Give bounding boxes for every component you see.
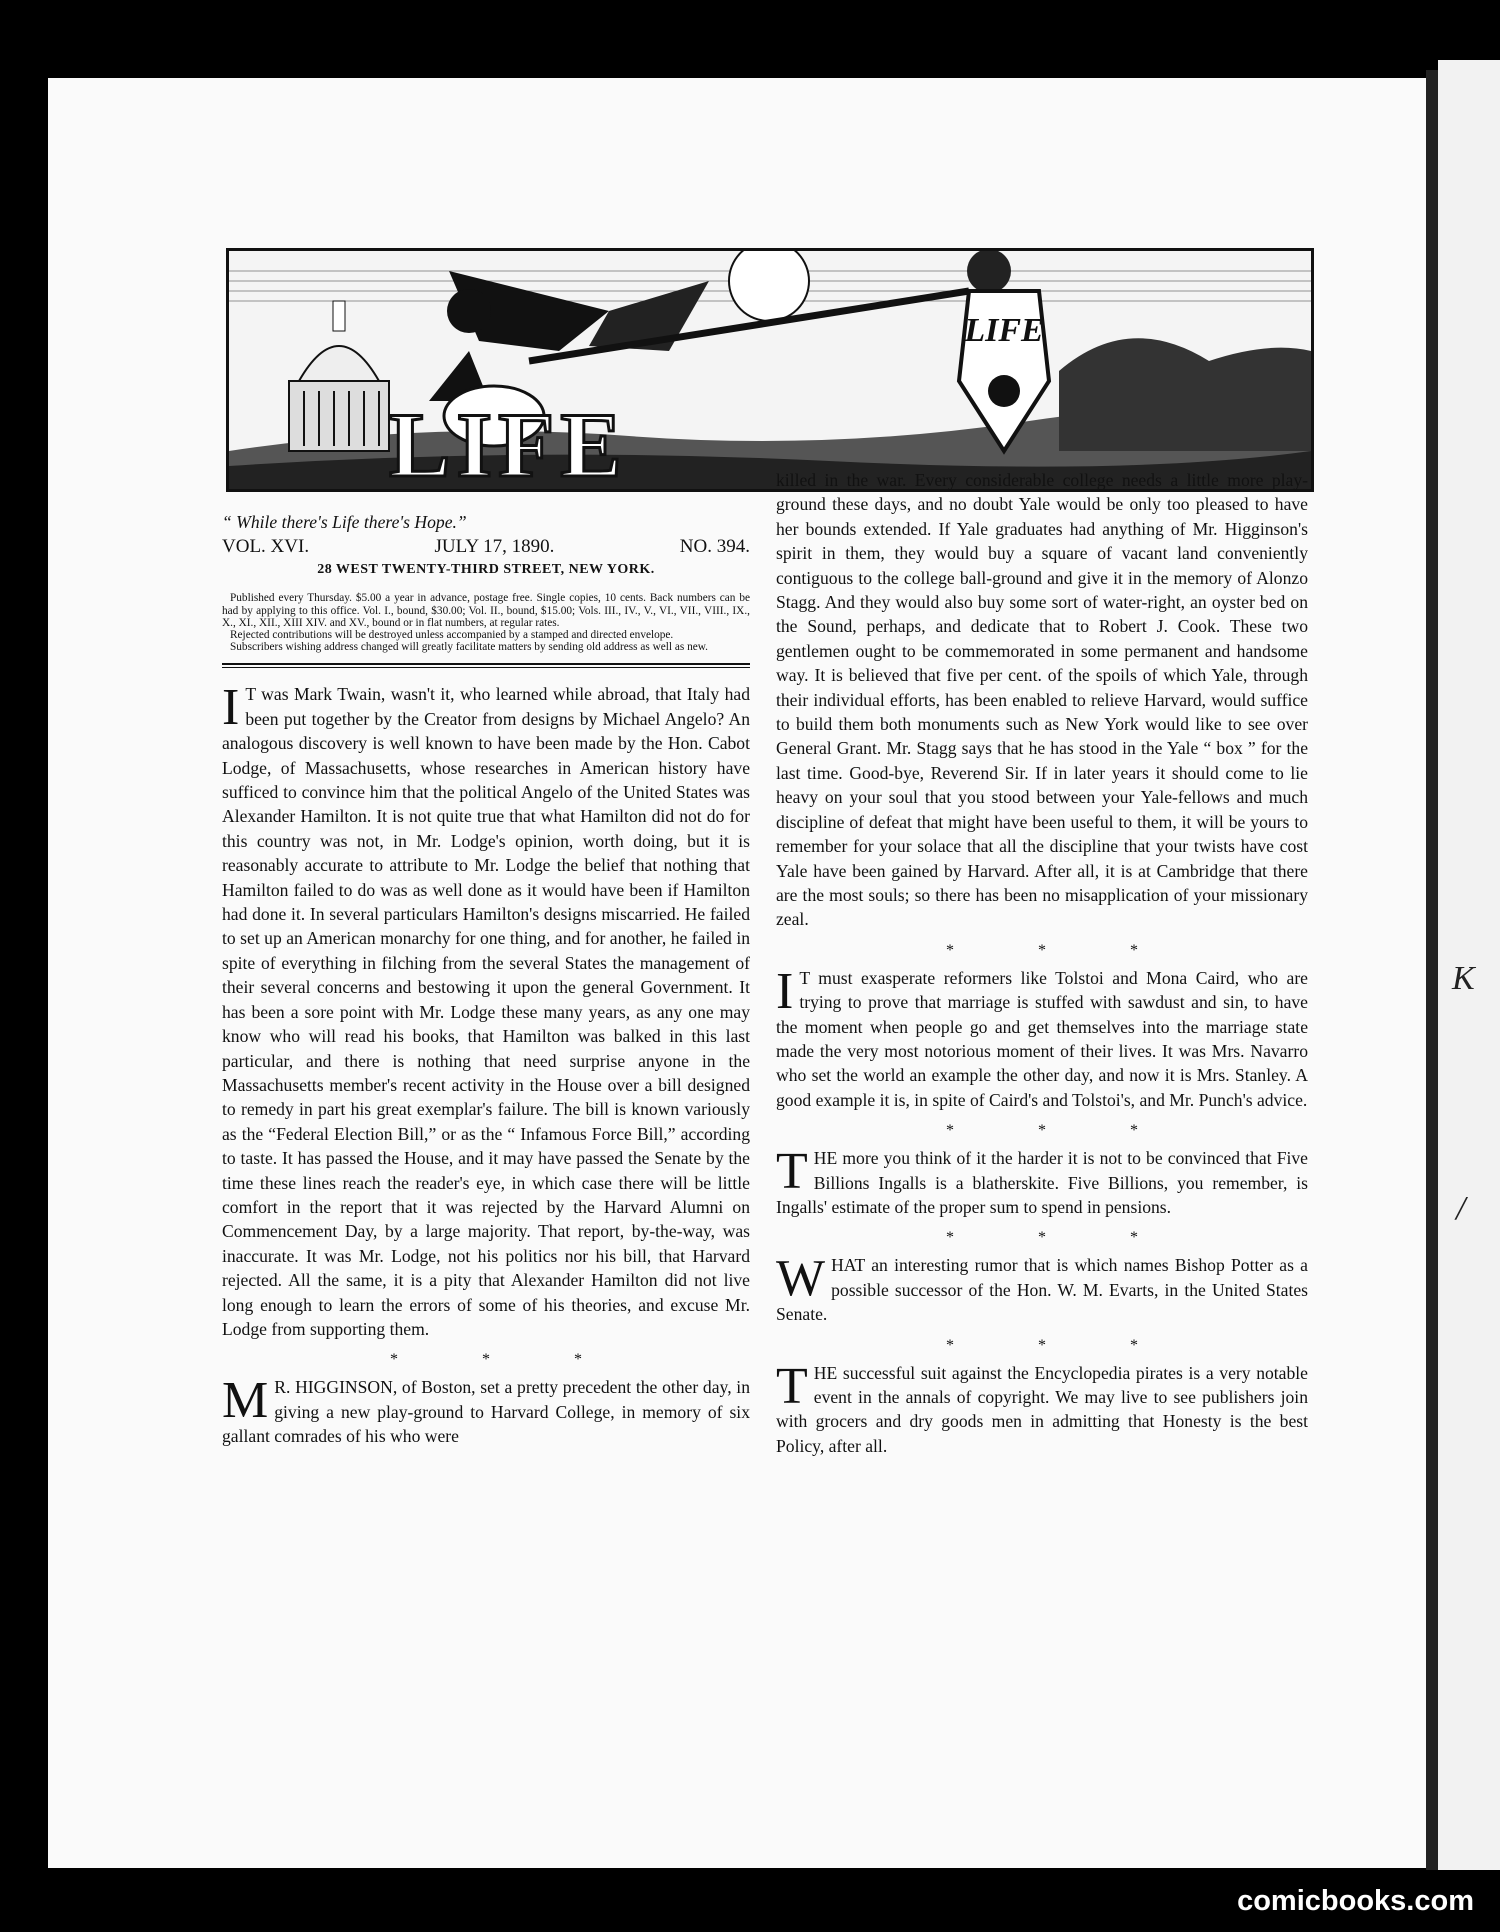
issue-number: NO. 394. bbox=[679, 536, 750, 558]
motto: “ While there's Life there's Hope.” bbox=[222, 512, 467, 532]
drop-cap: I bbox=[222, 679, 240, 737]
section-separator: * * * bbox=[946, 1122, 1178, 1140]
section-rule bbox=[222, 663, 750, 668]
article-paragraph: THE more you think of it the harder it is not to be convinced that Five Billions Ingalls is a blatherskite. Five Billions, you remember, is Ingalls' estimate of the proper sum to spend in pensions. bbox=[776, 1143, 1308, 1217]
article-paragraph: M R. HIGGINSON, of Boston, set a pretty precedent the other day, in giving a new play-ground to Harvard College, in memory of six gallant comrades of his who were bbox=[222, 1372, 750, 1447]
right-column bbox=[776, 468, 1308, 1458]
left-column bbox=[222, 510, 750, 1449]
drop-cap: I bbox=[776, 962, 794, 1020]
article-paragraph: THE successful suit against the Encyclopedia pirates is a very notable event in the annals of copyright. We may live to see publishers join with grocers and dry goods men in admitting that Honesty is the best Policy, after all. bbox=[776, 1357, 1308, 1456]
section-separator: * * * bbox=[390, 1351, 622, 1369]
publisher-address: 28 WEST TWENTY-THIRD STREET, NEW YORK. bbox=[317, 562, 655, 578]
drop-cap: T bbox=[776, 1357, 808, 1415]
page-edge-mark: / bbox=[1456, 1190, 1466, 1227]
section-separator: * * * bbox=[946, 1336, 1178, 1354]
issue-date: JULY 17, 1890. bbox=[434, 536, 555, 558]
volume-number: VOL. XVI. bbox=[222, 536, 310, 558]
drop-cap: W bbox=[776, 1250, 826, 1308]
article-paragraph: I T was Mark Twain, wasn't it, who learned while abroad, that Italy had been put together by the Creator from designs by Michael Angelo? An analogous discovery is well known to have been made by the Hon. Cabot Lodge, of Massachusetts, whose researches in American history have sufficed to convince him that the political Angelo of the United States was Alexander Hamilton. It is not quite true that what Hamilton did not do for this country was not, in Mr. Lodge's opinion, worth doing, but it is reasonably accurate to attribute to Mr. Lodge the belief that nothing that Hamilton failed to do was as well done as it would have been if Hamilton had done it. In several particulars Hamilton's designs miscarried. He failed to set up an American monarchy for one thing, and for another, he failed in spite of everything in filching from the several States the management of their several concerns and bestowing it upon the general Government. It has been a sore point with Mr. Lodge these many years, as any one may know who will read his books, that Hamilton was balked in this last particular, and there is nothing that need surprise anyone in the Massachusetts member's recent activity in the House over a bill designed to remedy in part his great exemplar's failure. The bill is known variously as the “Federal Election Bill,” or as the “ Infamous Force Bill,” according to taste. It has passed the House, and it may have passed the Senate by the time these lines reach the reader's eye, in which case there will be little comfort in the report that it was rejected by the Harvard Alumni on Commencement Day, by a large majority. That report, by-the-way, was inaccurate. It was Mr. Lodge, not his politics nor his bill, that Harvard rejected. All the same, it is a pity that Alexander Hamilton did not live long enough to learn the errors of some of his theories, and excuse Mr. Lodge from supporting them. bbox=[222, 679, 750, 1339]
section-separator: * * * bbox=[946, 941, 1178, 959]
article-paragraph: WHAT an interesting rumor that is which names Bishop Potter as a possible successor of the Hon. W. M. Evarts, in the United States Senate. bbox=[776, 1250, 1308, 1325]
drop-cap: T bbox=[776, 1143, 808, 1201]
adjacent-page-edge bbox=[1438, 60, 1500, 1870]
masthead-illustration bbox=[226, 248, 1314, 492]
page-edge-mark: K bbox=[1452, 960, 1475, 997]
volume-line bbox=[222, 536, 750, 558]
binding-spine bbox=[1426, 70, 1438, 1870]
article-paragraph: killed in the war. Every considerable college needs a little more play-ground these days, and no doubt Yale would be only too pleased to have her bounds extended. If Yale graduates had anything of Mr. Higginson's spirit in them, they would buy a square of vacant land conveniently contiguous to the college ball-ground and give it in the memory of Alonzo Stagg. And they would also buy some sort of water-right, an oyster bed on the Sound, perhaps, and dedicate that to Robert J. Cook. These two gentlemen ought to be commemorated in some permanent and handsome way. It is believed that five per cent. of the spoils of which Yale, through their individual efforts, has been enabled to relieve Harvard, would suffice to build them both monuments such as New York would like to see over General Grant. Mr. Stagg says that he has stood in the Yale “ box ” for the last time. Good-bye, Reverend Sir. If in later years it should come to lie heavy on your soul that you stood between your Yale-fellows and much discipline of defeat that might have been useful to them, it will be yours to remember for your solace that all the discipline that your twists have cost Yale have been gained by Harvard. After all, it is at Cambridge that there are the most souls; so there has been no misapplication of your missionary zeal. bbox=[776, 470, 1308, 930]
publication-notes bbox=[222, 592, 750, 653]
drop-cap: M bbox=[222, 1372, 269, 1430]
publication-note: Rejected contributions will be destroyed unless accompanied by a stamped and directed envelope. bbox=[230, 629, 674, 642]
site-watermark: comicbooks.com bbox=[1237, 1885, 1474, 1917]
shield-text: LIFE bbox=[964, 312, 1044, 349]
publication-note: Subscribers wishing address changed will greatly facilitate matters by sending old address as well as new. bbox=[230, 641, 709, 654]
article-paragraph: I T must exasperate reformers like Tolstoi and Mona Caird, who are trying to prove that marriage is stuffed with sawdust and sin, to have the moment when people go and get themselves into the marriage state made the very most notorious moment of their lives. It was Mrs. Navarro who set the world an example the other day, and now it is Mrs. Stanley. A good example it is, in spite of Caird's and Tolstoi's, and Mr. Punch's advice. bbox=[776, 962, 1308, 1110]
publication-note: Published every Thursday. $5.00 a year in advance, postage free. Single copies, 10 cents. Back numbers can be had by applying to this office. Vol. I., bound, $30.00; Vol. II., bound, $15.00; Vols. III., IV., V., VI., VII., VIII., IX., X., XI., XII., XIII XIV. and XV., bound or in flat numbers, at regular rates. bbox=[222, 592, 750, 629]
section-separator: * * * bbox=[946, 1229, 1178, 1247]
masthead-title: LIFE bbox=[389, 394, 628, 489]
